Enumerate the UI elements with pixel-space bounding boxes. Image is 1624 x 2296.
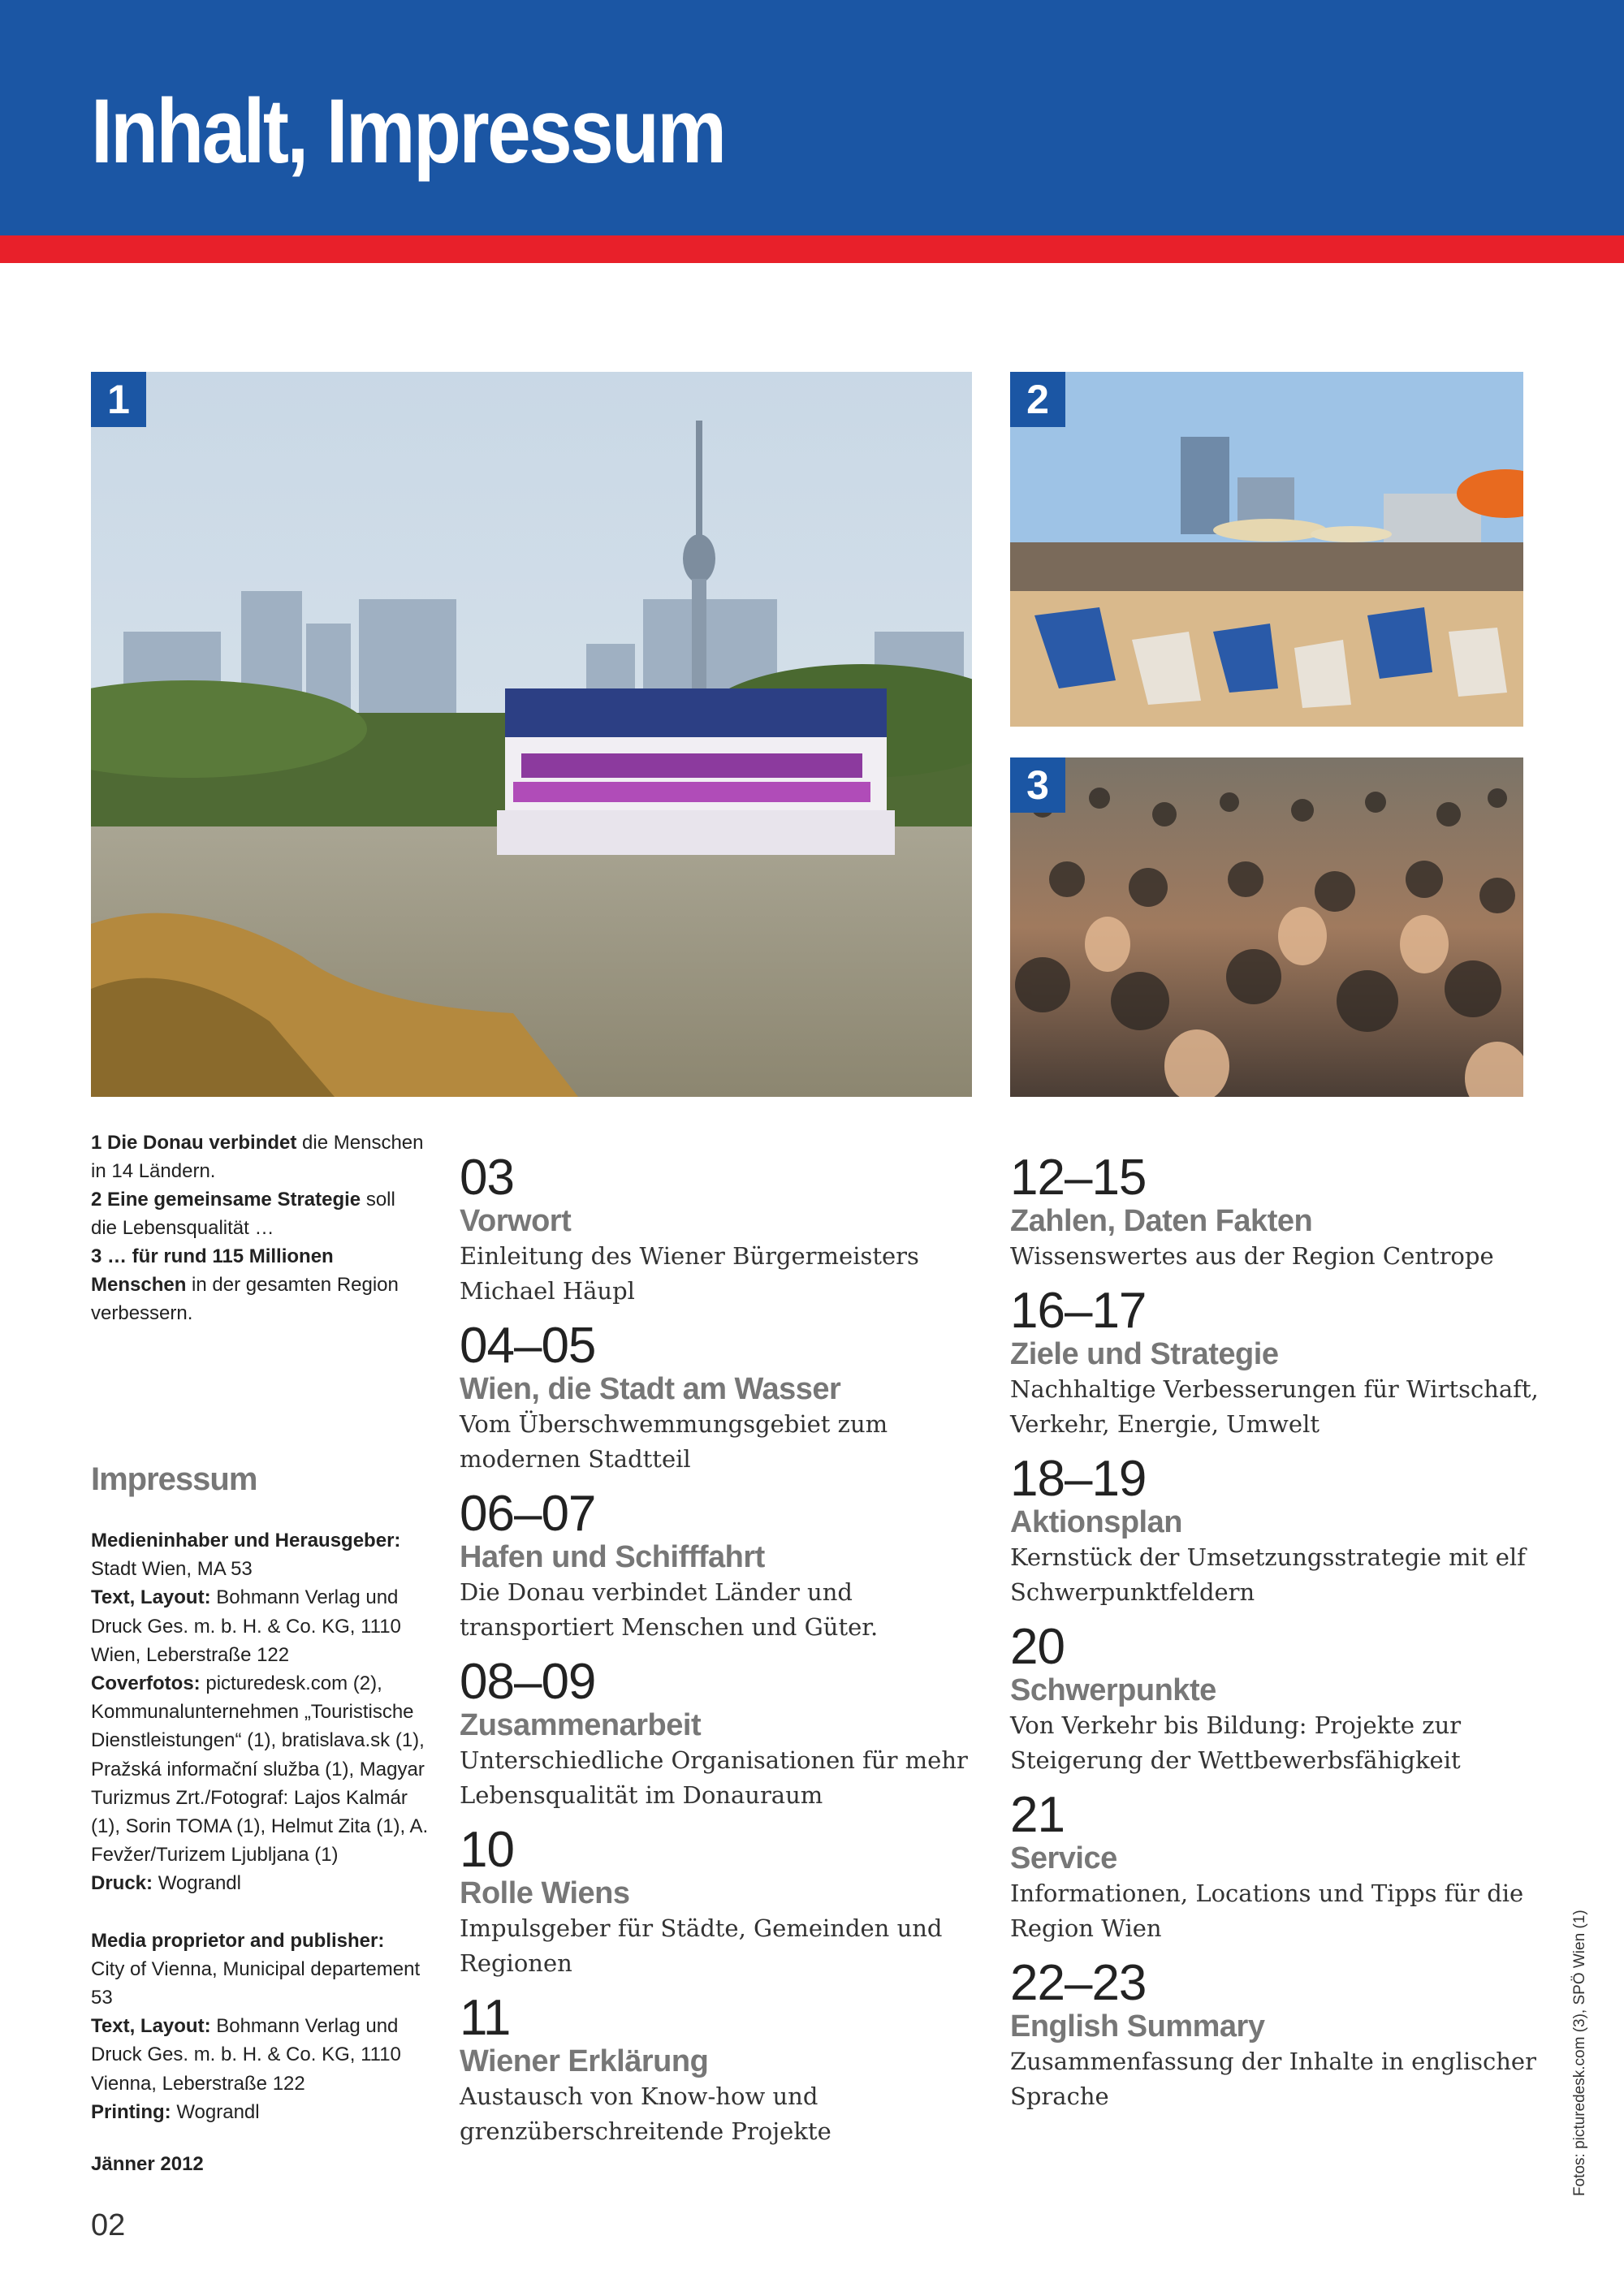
header-stripe bbox=[0, 235, 1624, 263]
toc-page-range: 03 bbox=[460, 1150, 514, 1206]
toc-description: Von Verkehr bis Bildung: Projekte zur Steigerung der Wettbewerbsfähigkeit bbox=[1010, 1711, 1462, 1774]
toc-page-range: 10 bbox=[460, 1822, 514, 1878]
impressum-german: Medieninhaber und Herausgeber: Stadt Wien, MA 53 Text, Layout: Bohmann Verlag und Druck Ges. m. b. H. & Co. KG, 1110 Wien, Leberstraße 122 Coverfotos: picturedesk.com (2), Kommunalunternehmen „Touristische Dienstleistungen“ (1), bratislava.sk (1), Pražská informační služba (1), Magyar Turizmus Zrt./Fotograf: Lajos Kalmár (1), Sorin TOMA (1), Helmut Zita (1), A. Fevžer/Turizem Ljubljana (1) Druck: Wograndl bbox=[91, 1530, 429, 1895]
toc-page-range: 16–17 bbox=[1010, 1283, 1147, 1339]
page-number: 02 bbox=[91, 2208, 126, 2242]
photo-credit: Fotos: picturedesk.com (3), SPÖ Wien (1) bbox=[1571, 1910, 1588, 2196]
impressum-english: Media proprietor and publisher: City of Vienna, Municipal departement 53 Text, Layout: Bohmann Verlag und Druck Ges. m. b. H. & Co. KG, 1110 Vienna, Leberstraße 122 Printing: Wograndl bbox=[91, 1929, 421, 2123]
toc-description: Unterschiedliche Organisationen für mehr Lebensqualität im Donauraum bbox=[460, 1746, 968, 1809]
toc-column-left bbox=[460, 1150, 996, 2161]
toc-description: Vom Überschwemmungsgebiet zum modernen Stadtteil bbox=[460, 1410, 888, 1473]
photo-crowd bbox=[1010, 757, 1523, 1097]
toc-title: Service bbox=[1010, 1841, 1117, 1875]
photo-number-3: 3 bbox=[1010, 757, 1065, 813]
toc-page-range: 08–09 bbox=[460, 1654, 596, 1710]
impressum-heading: Impressum bbox=[91, 1461, 257, 1497]
toc-entry[interactable] bbox=[1010, 1283, 1546, 1442]
toc-title: Wien, die Stadt am Wasser bbox=[460, 1372, 841, 1406]
toc-entry[interactable] bbox=[1010, 1619, 1546, 1778]
toc-page-range: 22–23 bbox=[1010, 1955, 1147, 2011]
toc-entry[interactable] bbox=[1010, 1150, 1546, 1274]
photo-beach-bar bbox=[1010, 372, 1523, 727]
toc-description: Austausch von Know-how und grenzüberschreitende Projekte bbox=[460, 2082, 831, 2145]
toc-description: Kernstück der Umsetzungsstrategie mit elf Schwerpunktfeldern bbox=[1010, 1543, 1526, 1606]
toc-page-range: 21 bbox=[1010, 1787, 1065, 1843]
photo-number-1: 1 bbox=[91, 372, 146, 427]
toc-description: Informationen, Locations und Tipps für die Region Wien bbox=[1010, 1880, 1524, 1942]
toc-entry[interactable] bbox=[460, 1822, 996, 1981]
toc-title: Vorwort bbox=[460, 1204, 572, 1238]
toc-entry[interactable] bbox=[1010, 1955, 1546, 2114]
photo-danube-boat bbox=[91, 372, 972, 1097]
toc-title: Schwerpunkte bbox=[1010, 1673, 1216, 1707]
toc-title: Ziele und Strategie bbox=[1010, 1337, 1279, 1371]
toc-description: Einleitung des Wiener Bürgermeisters Michael Häupl bbox=[460, 1242, 919, 1305]
toc-page-range: 04–05 bbox=[460, 1318, 596, 1374]
toc-title: Aktionsplan bbox=[1010, 1505, 1182, 1539]
toc-description: Zusammenfassung der Inhalte in englischer Sprache bbox=[1010, 2048, 1536, 2110]
toc-title: Zusammenarbeit bbox=[460, 1708, 702, 1742]
toc-page-range: 18–19 bbox=[1010, 1451, 1147, 1507]
toc-entry[interactable] bbox=[460, 1654, 996, 1813]
toc-title: English Summary bbox=[1010, 2009, 1265, 2044]
toc-description: Die Donau verbindet Länder und transportiert Menschen und Güter. bbox=[460, 1578, 879, 1641]
toc-description: Impulsgeber für Städte, Gemeinden und Regionen bbox=[460, 1914, 943, 1977]
toc-page-range: 11 bbox=[460, 1990, 511, 2046]
toc-entry[interactable] bbox=[1010, 1787, 1546, 1946]
toc-page-range: 06–07 bbox=[460, 1486, 596, 1542]
impressum-block bbox=[91, 1526, 432, 2155]
toc-title: Hafen und Schifffahrt bbox=[460, 1540, 765, 1574]
toc-title: Wiener Erklärung bbox=[460, 2044, 709, 2078]
toc-title: Rolle Wiens bbox=[460, 1876, 630, 1910]
toc-entry[interactable] bbox=[460, 1318, 996, 1477]
toc-page-range: 20 bbox=[1010, 1619, 1065, 1675]
toc-entry[interactable] bbox=[460, 1486, 996, 1645]
toc-entry[interactable] bbox=[460, 1990, 996, 2149]
toc-entry[interactable] bbox=[1010, 1451, 1546, 1610]
toc-page-range: 12–15 bbox=[1010, 1150, 1147, 1206]
photo-captions: 1 Die Donau verbindet die Menschen in 14 Ländern. 2 Eine gemeinsame Strategie soll die Lebensqualität … 3 … für rund 115 Millionen Menschen in der gesamten Region verbessern. bbox=[91, 1132, 424, 1324]
toc-description: Wissenswertes aus der Region Centrope bbox=[1010, 1242, 1494, 1270]
page-title: Inhalt, Impressum bbox=[91, 80, 725, 182]
impressum-date: Jänner 2012 bbox=[91, 2153, 204, 2175]
toc-title: Zahlen, Daten Fakten bbox=[1010, 1204, 1313, 1238]
toc-column-right bbox=[1010, 1150, 1546, 2126]
toc-entry[interactable] bbox=[460, 1150, 996, 1309]
toc-description: Nachhaltige Verbesserungen für Wirtschaft, Verkehr, Energie, Umwelt bbox=[1010, 1375, 1539, 1438]
photo-number-2: 2 bbox=[1010, 372, 1065, 427]
